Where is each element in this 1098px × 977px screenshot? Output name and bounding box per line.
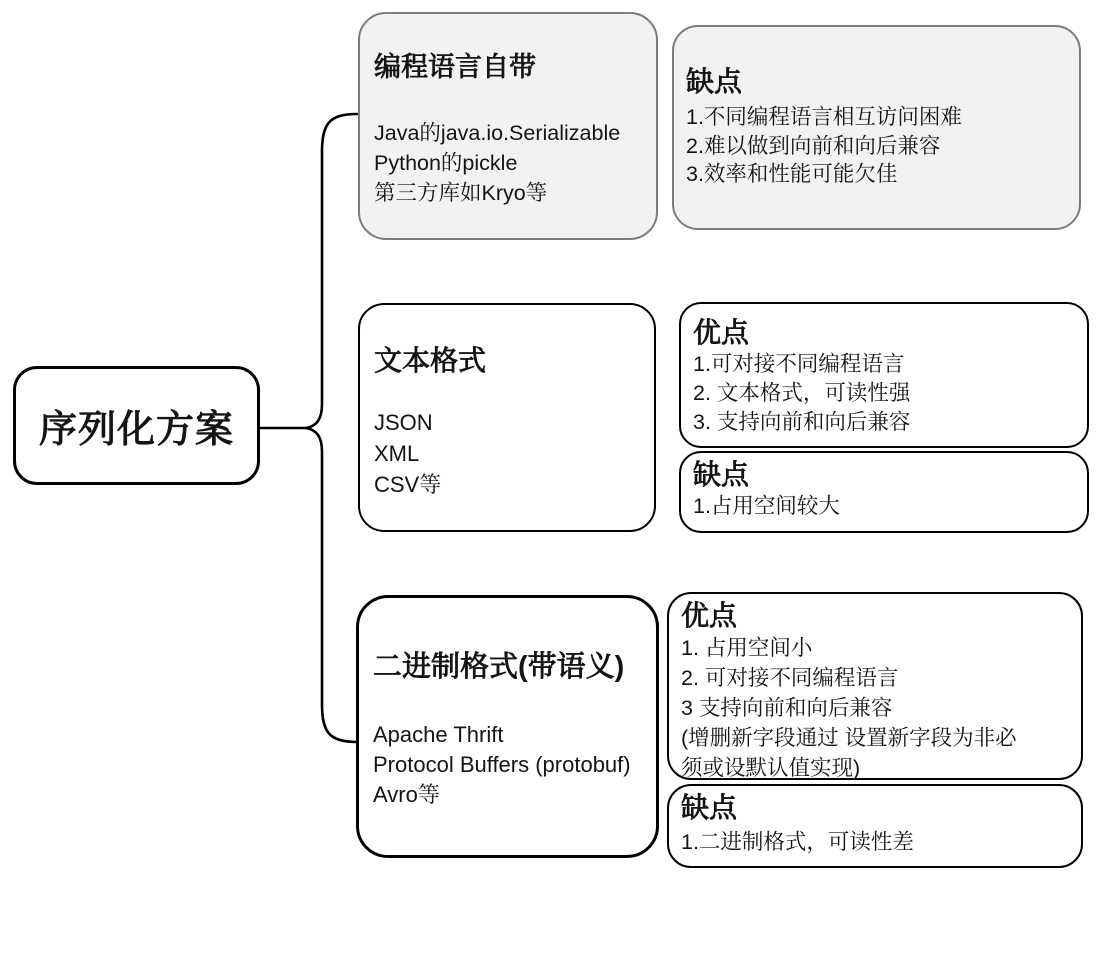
note-line: 须或设默认值实现) — [681, 756, 861, 780]
topic-node-binary-format[interactable] — [356, 595, 659, 858]
note-line: 1. 占用空间小 — [681, 636, 813, 660]
note-node-text-pros[interactable] — [679, 302, 1089, 448]
curly-brace — [306, 114, 357, 742]
topic-node-language-builtin[interactable] — [358, 12, 658, 240]
note-title: 缺点 — [693, 459, 750, 490]
topic-title: 二进制格式(带语义) — [373, 651, 625, 683]
note-line: 1.不同编程语言相互访问困难 — [686, 105, 962, 129]
note-line: 2.难以做到向前和向后兼容 — [686, 133, 941, 158]
topic-title: 编程语言自带 — [374, 52, 536, 82]
note-title: 缺点 — [686, 66, 743, 97]
note-line-list — [693, 492, 1079, 521]
topic-item-list — [373, 720, 652, 810]
note-line: 2. 可对接不同编程语言 — [681, 666, 899, 690]
topic-item: Python的pickle — [374, 151, 518, 175]
topic-node-text-format[interactable] — [358, 303, 656, 532]
note-node-builtin-cons[interactable] — [672, 25, 1081, 230]
note-line: 3. 支持向前和向后兼容 — [693, 410, 911, 434]
topic-item: Java的java.io.Serializable — [374, 121, 621, 145]
note-title: 优点 — [693, 317, 750, 348]
root-label: 序列化方案 — [38, 409, 234, 451]
note-line: 2. 文本格式，可读性强 — [693, 381, 911, 405]
topic-item: Apache Thrift — [373, 722, 504, 747]
topic-item: JSON — [374, 410, 433, 435]
note-line-list — [693, 350, 1079, 437]
note-title: 缺点 — [681, 792, 738, 823]
topic-item: 第三方库如Kryo等 — [374, 181, 548, 205]
topic-title: 文本格式 — [374, 345, 487, 376]
topic-item: Avro等 — [373, 782, 440, 807]
note-line-list — [686, 103, 1071, 189]
note-line: (增删新字段通过 设置新字段为非必 — [681, 726, 1017, 750]
topic-item-list — [374, 118, 650, 208]
note-line-list — [681, 633, 1075, 783]
topic-item: Protocol Buffers (protobuf) — [373, 752, 631, 777]
topic-item: XML — [374, 441, 420, 466]
topic-item-list — [374, 407, 648, 500]
note-node-binary-pros[interactable] — [667, 592, 1083, 780]
note-line: 3.效率和性能可能欠佳 — [686, 162, 898, 186]
note-line-list — [681, 828, 1075, 857]
note-node-binary-cons[interactable] — [667, 784, 1083, 868]
note-line: 3 支持向前和向后兼容 — [681, 696, 893, 720]
note-line: 1.二进制格式，可读性差 — [681, 830, 914, 854]
root-node[interactable] — [13, 366, 260, 485]
note-node-text-cons[interactable] — [679, 451, 1089, 533]
note-line: 1.占用空间较大 — [693, 494, 840, 518]
topic-item: CSV等 — [374, 472, 442, 497]
note-title: 优点 — [681, 600, 738, 631]
note-line: 1.可对接不同编程语言 — [693, 352, 905, 376]
